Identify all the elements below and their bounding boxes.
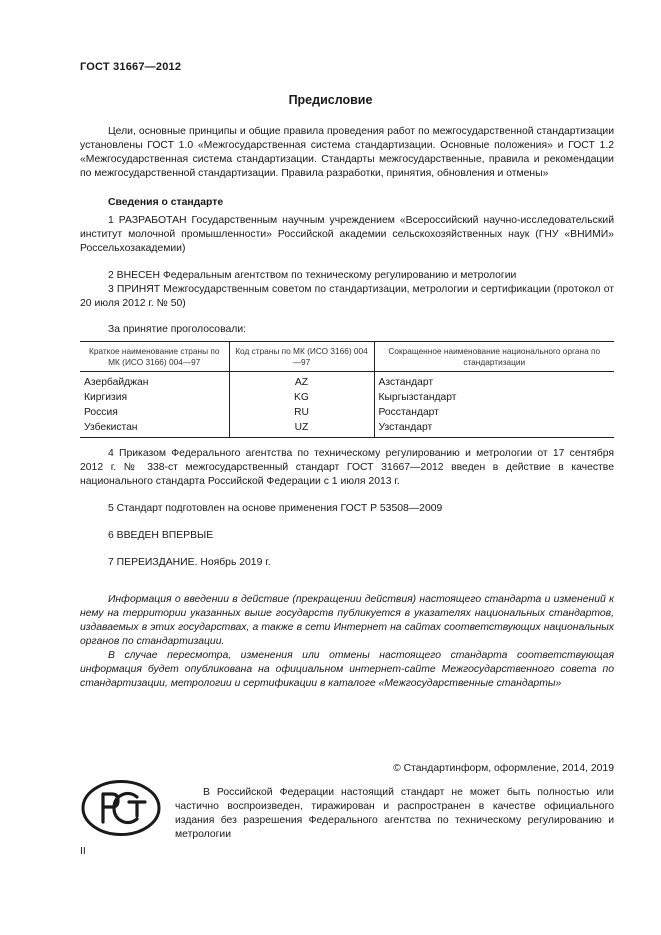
country-code: AZ bbox=[229, 372, 374, 391]
table-row bbox=[80, 390, 614, 405]
page-title: Предисловие bbox=[288, 93, 373, 107]
standards-body: Росстандарт bbox=[374, 405, 614, 420]
country-name: Киргизия bbox=[84, 391, 128, 403]
item-5-basis: 5 Стандарт подготовлен на основе применения ГОСТ Р 53508—2009 bbox=[108, 503, 443, 514]
info-paragraph-2: В случае пересмотра, изменения или отмены настоящего стандарта соответствующая информация будет опубликована на официальном интернет-сайте Межгосударственного совета по стандартизации, метрологии и сертификации в каталоге «Межгосударственные стандарты» bbox=[80, 650, 614, 689]
standards-body: Азстандарт bbox=[374, 372, 614, 391]
country-name: Азербайджан bbox=[84, 376, 149, 388]
country-name: Узбекистан bbox=[80, 420, 229, 438]
item-1-developed: 1 РАЗРАБОТАН Государственным научным учреждением «Всероссийский научно-исследовательский институт молочной промышленности» Российской академии сельскохозяйственных наук (ГНУ «ВНИМИ» Россельхозакадемии) bbox=[80, 215, 614, 254]
rst-logo-icon bbox=[81, 780, 161, 836]
column-header-country: Краткое наименование страны по МК (ИСО 3166) 004—97 bbox=[80, 342, 229, 372]
item-6-first-introduced: 6 ВВЕДЕН ВПЕРВЫЕ bbox=[108, 530, 214, 541]
column-header-body: Сокращенное наименование национального органа по стандартизации bbox=[374, 342, 614, 372]
item-4-order: 4 Приказом Федерального агентства по техническому регулированию и метрологии от 17 сентября 2012 г. № 338-ст межгосударственный стандарт ГОСТ 31667—2012 введен в действие в качестве национального стандарта Российской Федерации с 1 июля 2013 г. bbox=[80, 448, 614, 487]
column-header-code: Код страны по МК (ИСО 3166) 004—97 bbox=[229, 342, 374, 372]
table-row bbox=[80, 372, 614, 391]
table-header-row bbox=[80, 342, 614, 372]
country-code: UZ bbox=[229, 420, 374, 438]
section-heading: Сведения о стандарте bbox=[108, 197, 224, 208]
item-3-adopted: 3 ПРИНЯТ Межгосударственным советом по стандартизации, метрологии и сертификации (протокол от 20 июля 2012 г. № 50) bbox=[80, 284, 614, 309]
page-number: II bbox=[80, 846, 86, 857]
table-row bbox=[80, 405, 614, 420]
standard-id-header: ГОСТ 31667—2012 bbox=[80, 61, 182, 73]
item-2-introduced: 2 ВНЕСЕН Федеральным агентством по техническому регулированию и метрологии bbox=[108, 270, 517, 281]
country-code: KG bbox=[229, 390, 374, 405]
standards-body: Узстандарт bbox=[374, 420, 614, 438]
item-7-reissue: 7 ПЕРЕИЗДАНИЕ. Ноябрь 2019 г. bbox=[108, 557, 271, 568]
reproduction-notice: В Российской Федерации настоящий стандарт не может быть полностью или частично воспроизведен, тиражирован и распространен в качестве официального издания без разрешения Федерального агентства по техническому регулированию и метрологии bbox=[175, 787, 614, 840]
info-paragraph-1: Информация о введении в действие (прекращении действия) настоящего стандарта и изменений к нему на территории указанных выше государств публикуется в указателях национальных стандартов, издаваемых в этих государствах, а также в сети Интернет на сайтах соответствующих национальных органов по стандартизации. bbox=[80, 594, 614, 647]
country-name: Россия bbox=[84, 406, 118, 418]
voting-states-table bbox=[80, 341, 614, 438]
vote-label: За принятие проголосовали: bbox=[108, 324, 247, 335]
intro-paragraph: Цели, основные принципы и общие правила проведения работ по межгосударственной стандартизации установлены ГОСТ 1.0 «Межгосударственная система стандартизации. Основные положения» и ГОСТ 1.2 «Межгосударственная система стандартизации. Стандарты межгосударственные, правила и рекомендации по межгосударственной стандартизации. Правила разработки, принятия, обновления и отмены» bbox=[80, 126, 614, 179]
copyright-line: © Стандартинформ, оформление, 2014, 2019 bbox=[393, 763, 614, 774]
standards-body: Кыргызстандарт bbox=[374, 390, 614, 405]
country-code: RU bbox=[229, 405, 374, 420]
table-row bbox=[80, 420, 614, 438]
